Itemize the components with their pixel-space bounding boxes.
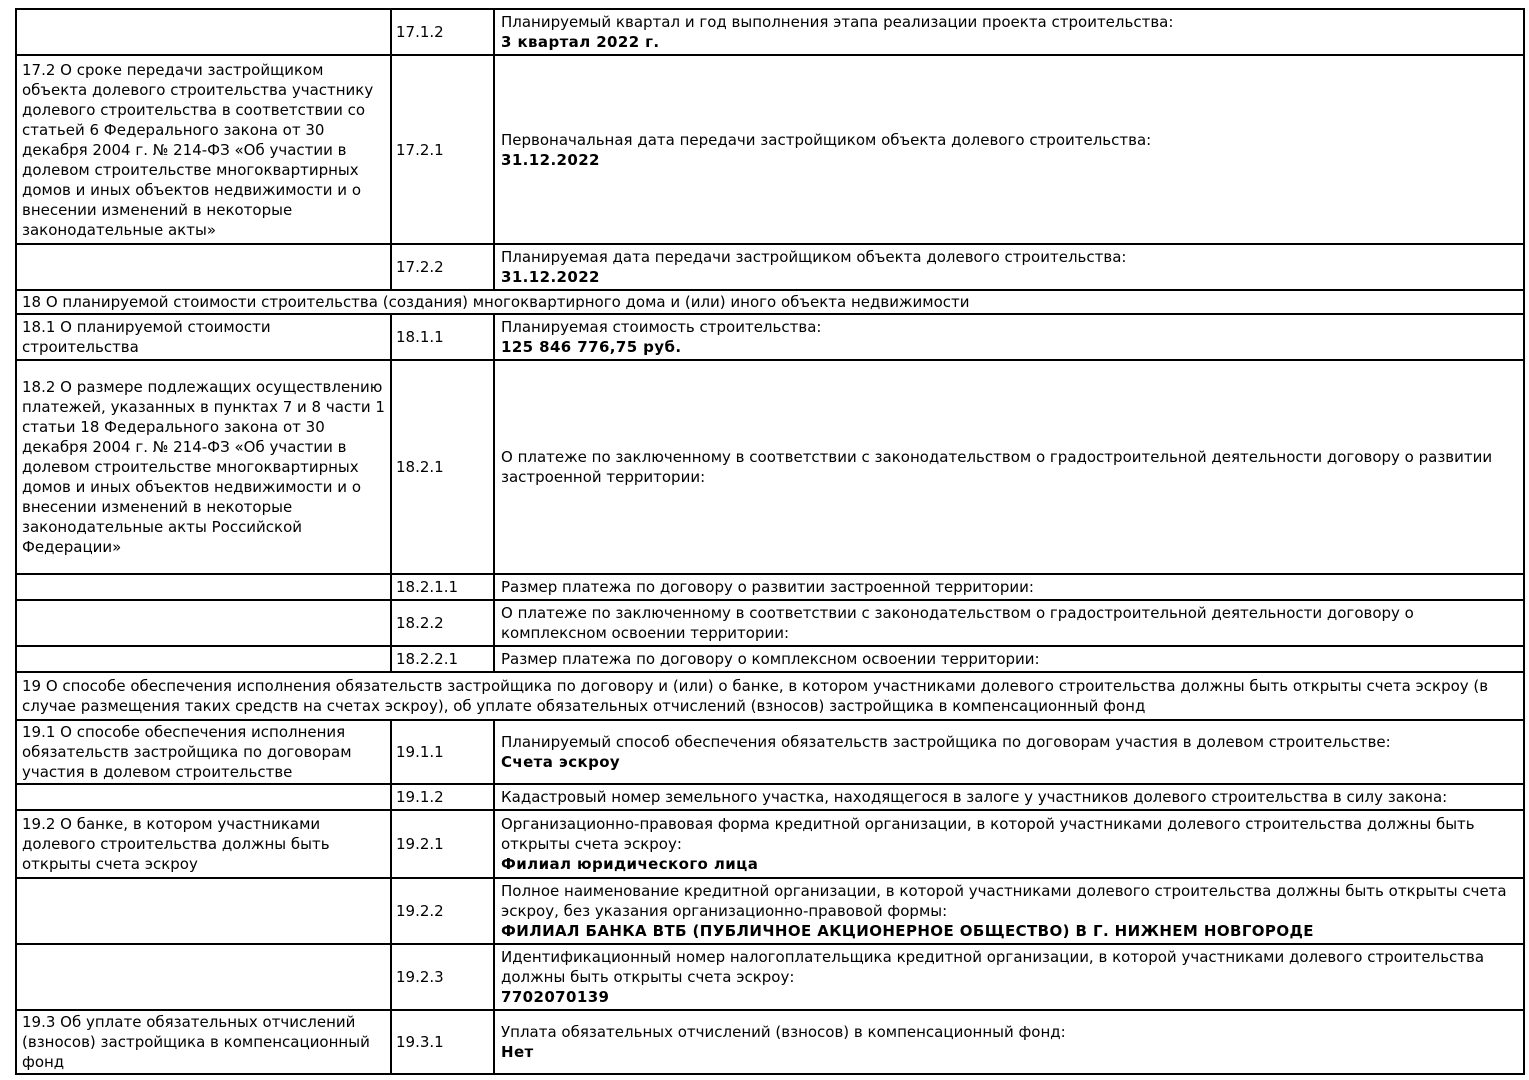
- cell-content: [494, 646, 1524, 672]
- content-value: 31.12.2022: [501, 150, 600, 169]
- content-value: Нет: [501, 1043, 534, 1061]
- cell-code: 19.2.1: [391, 810, 494, 878]
- cell-description: 19.2 О банке, в котором участниками долевого строительства должны быть открыты счета эскроу: [16, 810, 391, 878]
- table-row: [16, 55, 1524, 244]
- content-label: Планируемый квартал и год выполнения этапа реализации проекта строительства:: [501, 13, 1174, 31]
- cell-content: [494, 55, 1524, 244]
- content-label: Планируемый способ обеспечения обязательств застройщика по договорам участия в долевом строительстве:: [501, 733, 1391, 751]
- cell-code: 19.1.2: [391, 784, 494, 810]
- cell-code: 17.1.2: [391, 9, 494, 55]
- content-label: О платеже по заключенному в соответствии с законодательством о градостроительной деятельности договору о комплексном освоении территории:: [501, 604, 1414, 642]
- cell-section-header: 18 О планируемой стоимости строительства (создания) многоквартирного дома и (или) иного объекта недвижимости: [16, 290, 1524, 314]
- content-value: 7702070139: [501, 988, 610, 1006]
- table-row: [16, 314, 1524, 360]
- cell-description: [16, 600, 391, 646]
- section-row: [16, 672, 1524, 720]
- content-label: О платеже по заключенному в соответствии с законодательством о градостроительной деятельности договору о развитии застроенной территории:: [501, 448, 1493, 486]
- table-row: [16, 360, 1524, 574]
- cell-content: [494, 9, 1524, 55]
- cell-code: 18.1.1: [391, 314, 494, 360]
- cell-description: 18.1 О планируемой стоимости строительства: [16, 314, 391, 360]
- cell-code: 18.2.2.1: [391, 646, 494, 672]
- cell-code: 19.1.1: [391, 720, 494, 784]
- content-label: Размер платежа по договору о развитии застроенной территории:: [501, 578, 1034, 596]
- table-row: [16, 810, 1524, 878]
- content-label: Первоначальная дата передачи застройщиком объекта долевого строительства:: [501, 130, 1152, 149]
- content-value: 3 квартал 2022 г.: [501, 33, 660, 51]
- content-value: ФИЛИАЛ БАНКА ВТБ (ПУБЛИЧНОЕ АКЦИОНЕРНОЕ ОБЩЕСТВО) В Г. НИЖНЕМ НОВГОРОДЕ: [501, 922, 1314, 940]
- declaration-table: [15, 8, 1525, 1075]
- content-label: Размер платежа по договору о комплексном освоении территории:: [501, 650, 1040, 668]
- section-row: [16, 290, 1524, 314]
- cell-content: [494, 784, 1524, 810]
- cell-code: 18.2.1: [391, 360, 494, 574]
- content-label: Кадастровый номер земельного участка, находящегося в залоге у участников долевого строительства в силу закона:: [501, 788, 1448, 806]
- cell-content: [494, 720, 1524, 784]
- content-value: 31.12.2022: [501, 268, 600, 286]
- cell-description: 19.3 Об уплате обязательных отчислений (взносов) застройщика в компенсационный фонд: [16, 1010, 391, 1074]
- content-label: Планируемая стоимость строительства:: [501, 318, 822, 336]
- table-row: [16, 720, 1524, 784]
- content-value: Счета эскроу: [501, 753, 621, 771]
- table-row: [16, 1010, 1524, 1074]
- cell-code: 19.2.2: [391, 878, 494, 944]
- cell-code: 18.2.2: [391, 600, 494, 646]
- content-value: Филиал юридического лица: [501, 855, 759, 873]
- table-row: [16, 878, 1524, 944]
- cell-code: 17.2.1: [391, 55, 494, 244]
- table-row: [16, 9, 1524, 55]
- content-label: Уплата обязательных отчислений (взносов) в компенсационный фонд:: [501, 1023, 1066, 1041]
- table-row: [16, 574, 1524, 600]
- content-label: Идентификационный номер налогоплательщика кредитной организации, в которой участниками долевого строительства должны быть открыты счета эскроу:: [501, 948, 1485, 986]
- cell-description: [16, 784, 391, 810]
- cell-code: 18.2.1.1: [391, 574, 494, 600]
- cell-content: [494, 314, 1524, 360]
- cell-description: [16, 244, 391, 290]
- cell-content: [494, 600, 1524, 646]
- cell-description: 18.2 О размере подлежащих осуществлению платежей, указанных в пунктах 7 и 8 части 1 статьи 18 Федерального закона от 30 декабря 2004 г. № 214-ФЗ «Об участии в долевом строительстве многоквартирных домов и иных объектов недвижимости и о внесении изменений в некоторые законодательные акты Российской Федерации»: [16, 360, 391, 574]
- cell-content: [494, 878, 1524, 944]
- cell-code: 17.2.2: [391, 244, 494, 290]
- table-row: [16, 944, 1524, 1010]
- cell-content: [494, 810, 1524, 878]
- content-label: Планируемая дата передачи застройщиком объекта долевого строительства:: [501, 248, 1127, 266]
- cell-description: [16, 944, 391, 1010]
- content-label: Полное наименование кредитной организации, в которой участниками долевого строительства должны быть открыты счета эскроу, без указания организационно-правовой формы:: [501, 882, 1507, 920]
- content-value: 125 846 776,75 руб.: [501, 338, 682, 356]
- cell-content: [494, 944, 1524, 1010]
- cell-description: 19.1 О способе обеспечения исполнения обязательств застройщика по договорам участия в долевом строительстве: [16, 720, 391, 784]
- cell-description: [16, 878, 391, 944]
- cell-description: [16, 9, 391, 55]
- cell-description: [16, 574, 391, 600]
- cell-content: [494, 360, 1524, 574]
- table-row: [16, 244, 1524, 290]
- cell-section-header: 19 О способе обеспечения исполнения обязательств застройщика по договору и (или) о банке, в котором участниками долевого строительства должны быть открыты счета эскроу (в случае размещения таких средств на счетах эскроу), об уплате обязательных отчислений (взносов) застройщика в компенсационный фонд: [16, 672, 1524, 720]
- cell-description: 17.2 О сроке передачи застройщиком объекта долевого строительства участнику долевого строительства в соответствии со статьей 6 Федерального закона от 30 декабря 2004 г. № 214-ФЗ «Об участии в долевом строительстве многоквартирных домов и иных объектов недвижимости и о внесении изменений в некоторые законодательные акты»: [16, 55, 391, 244]
- cell-code: 19.3.1: [391, 1010, 494, 1074]
- cell-code: 19.2.3: [391, 944, 494, 1010]
- table-row: [16, 646, 1524, 672]
- table-row: [16, 784, 1524, 810]
- content-label: Организационно-правовая форма кредитной организации, в которой участниками долевого строительства должны быть открыты счета эскроу:: [501, 815, 1475, 853]
- cell-content: [494, 244, 1524, 290]
- cell-content: [494, 1010, 1524, 1074]
- cell-description: [16, 646, 391, 672]
- table-row: [16, 600, 1524, 646]
- cell-content: [494, 574, 1524, 600]
